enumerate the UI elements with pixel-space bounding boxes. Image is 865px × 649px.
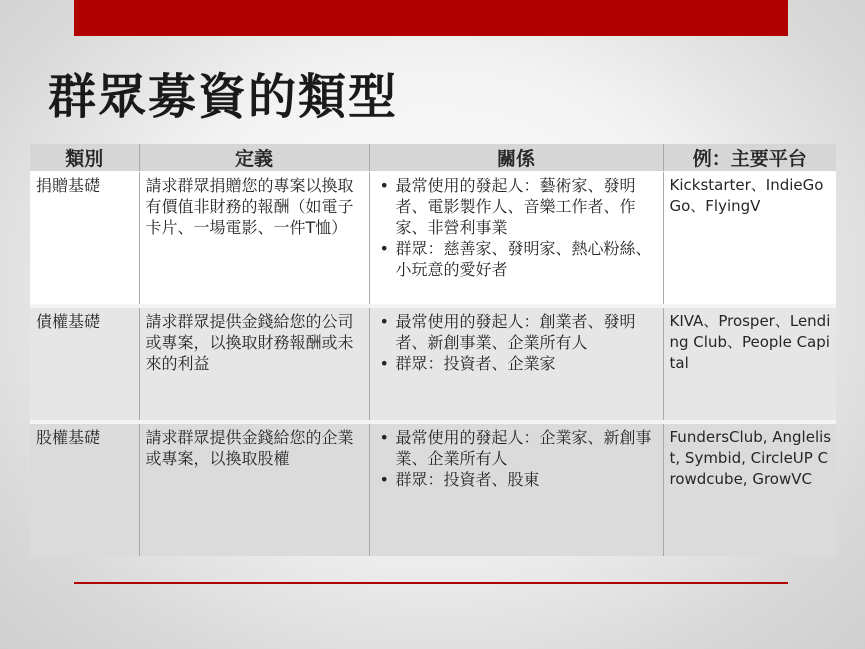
- bullet-icon: •: [379, 354, 389, 373]
- bullet-icon: •: [379, 312, 389, 331]
- relationship-crowd: 群眾：投資者、股東: [395, 470, 540, 489]
- cell-platforms: KIVA、Prosper、Lending Club、People Capital: [663, 308, 836, 420]
- list-item: [376, 353, 659, 374]
- bullet-icon: •: [379, 176, 389, 195]
- bullet-icon: •: [379, 239, 389, 258]
- header-platforms: 例：主要平台: [663, 144, 836, 172]
- cell-relationship: [369, 308, 663, 420]
- cell-definition: 請求群眾捐贈您的專案以換取有價值非財務的報酬（如電子卡片、一場電影、一件T恤）: [139, 172, 369, 305]
- header-category: 類別: [30, 144, 139, 172]
- list-item: [376, 311, 659, 353]
- cell-category: 捐贈基礎: [30, 172, 139, 305]
- cell-category: 股權基礎: [30, 424, 139, 556]
- relationship-initiators: 最常使用的發起人：企業家、新創事業、企業所有人: [395, 428, 652, 468]
- relationship-initiators: 最常使用的發起人：藝術家、發明者、電影製作人、音樂工作者、作家、非營利事業: [395, 176, 636, 237]
- list-item: [376, 469, 659, 490]
- cell-relationship: [369, 172, 663, 305]
- table-row-donation: [30, 172, 836, 305]
- bullet-icon: •: [379, 428, 389, 447]
- header-definition: 定義: [139, 144, 369, 172]
- table-row-debt: [30, 308, 836, 420]
- cell-platforms: Kickstarter、IndieGoGo、FlyingV: [663, 172, 836, 305]
- header-relationship: 關係: [369, 144, 663, 172]
- list-item: [376, 175, 659, 238]
- slide-title: 群眾募資的類型: [48, 69, 399, 125]
- bullet-icon: •: [379, 470, 389, 489]
- crowdfunding-types-table: [30, 144, 836, 556]
- cell-definition: 請求群眾提供金錢給您的公司或專案，以換取財務報酬或未來的利益: [139, 308, 369, 420]
- relationship-crowd: 群眾：慈善家、發明家、熱心粉絲、小玩意的愛好者: [395, 239, 652, 279]
- relationship-crowd: 群眾：投資者、企業家: [395, 354, 556, 373]
- table-header-row: [30, 144, 836, 172]
- bottom-accent-line: [74, 582, 788, 584]
- cell-platforms: FundersClub, Anglelist, Symbid, CircleUP Crowdcube, GrowVC: [663, 424, 836, 556]
- table-row-equity: [30, 424, 836, 556]
- cell-definition: 請求群眾提供金錢給您的企業或專案，以換取股權: [139, 424, 369, 556]
- relationship-initiators: 最常使用的發起人：創業者、發明者、新創事業、企業所有人: [395, 312, 636, 352]
- cell-relationship: [369, 424, 663, 556]
- cell-category: 債權基礎: [30, 308, 139, 420]
- list-item: [376, 427, 659, 469]
- list-item: [376, 238, 659, 280]
- top-accent-bar: [74, 0, 788, 36]
